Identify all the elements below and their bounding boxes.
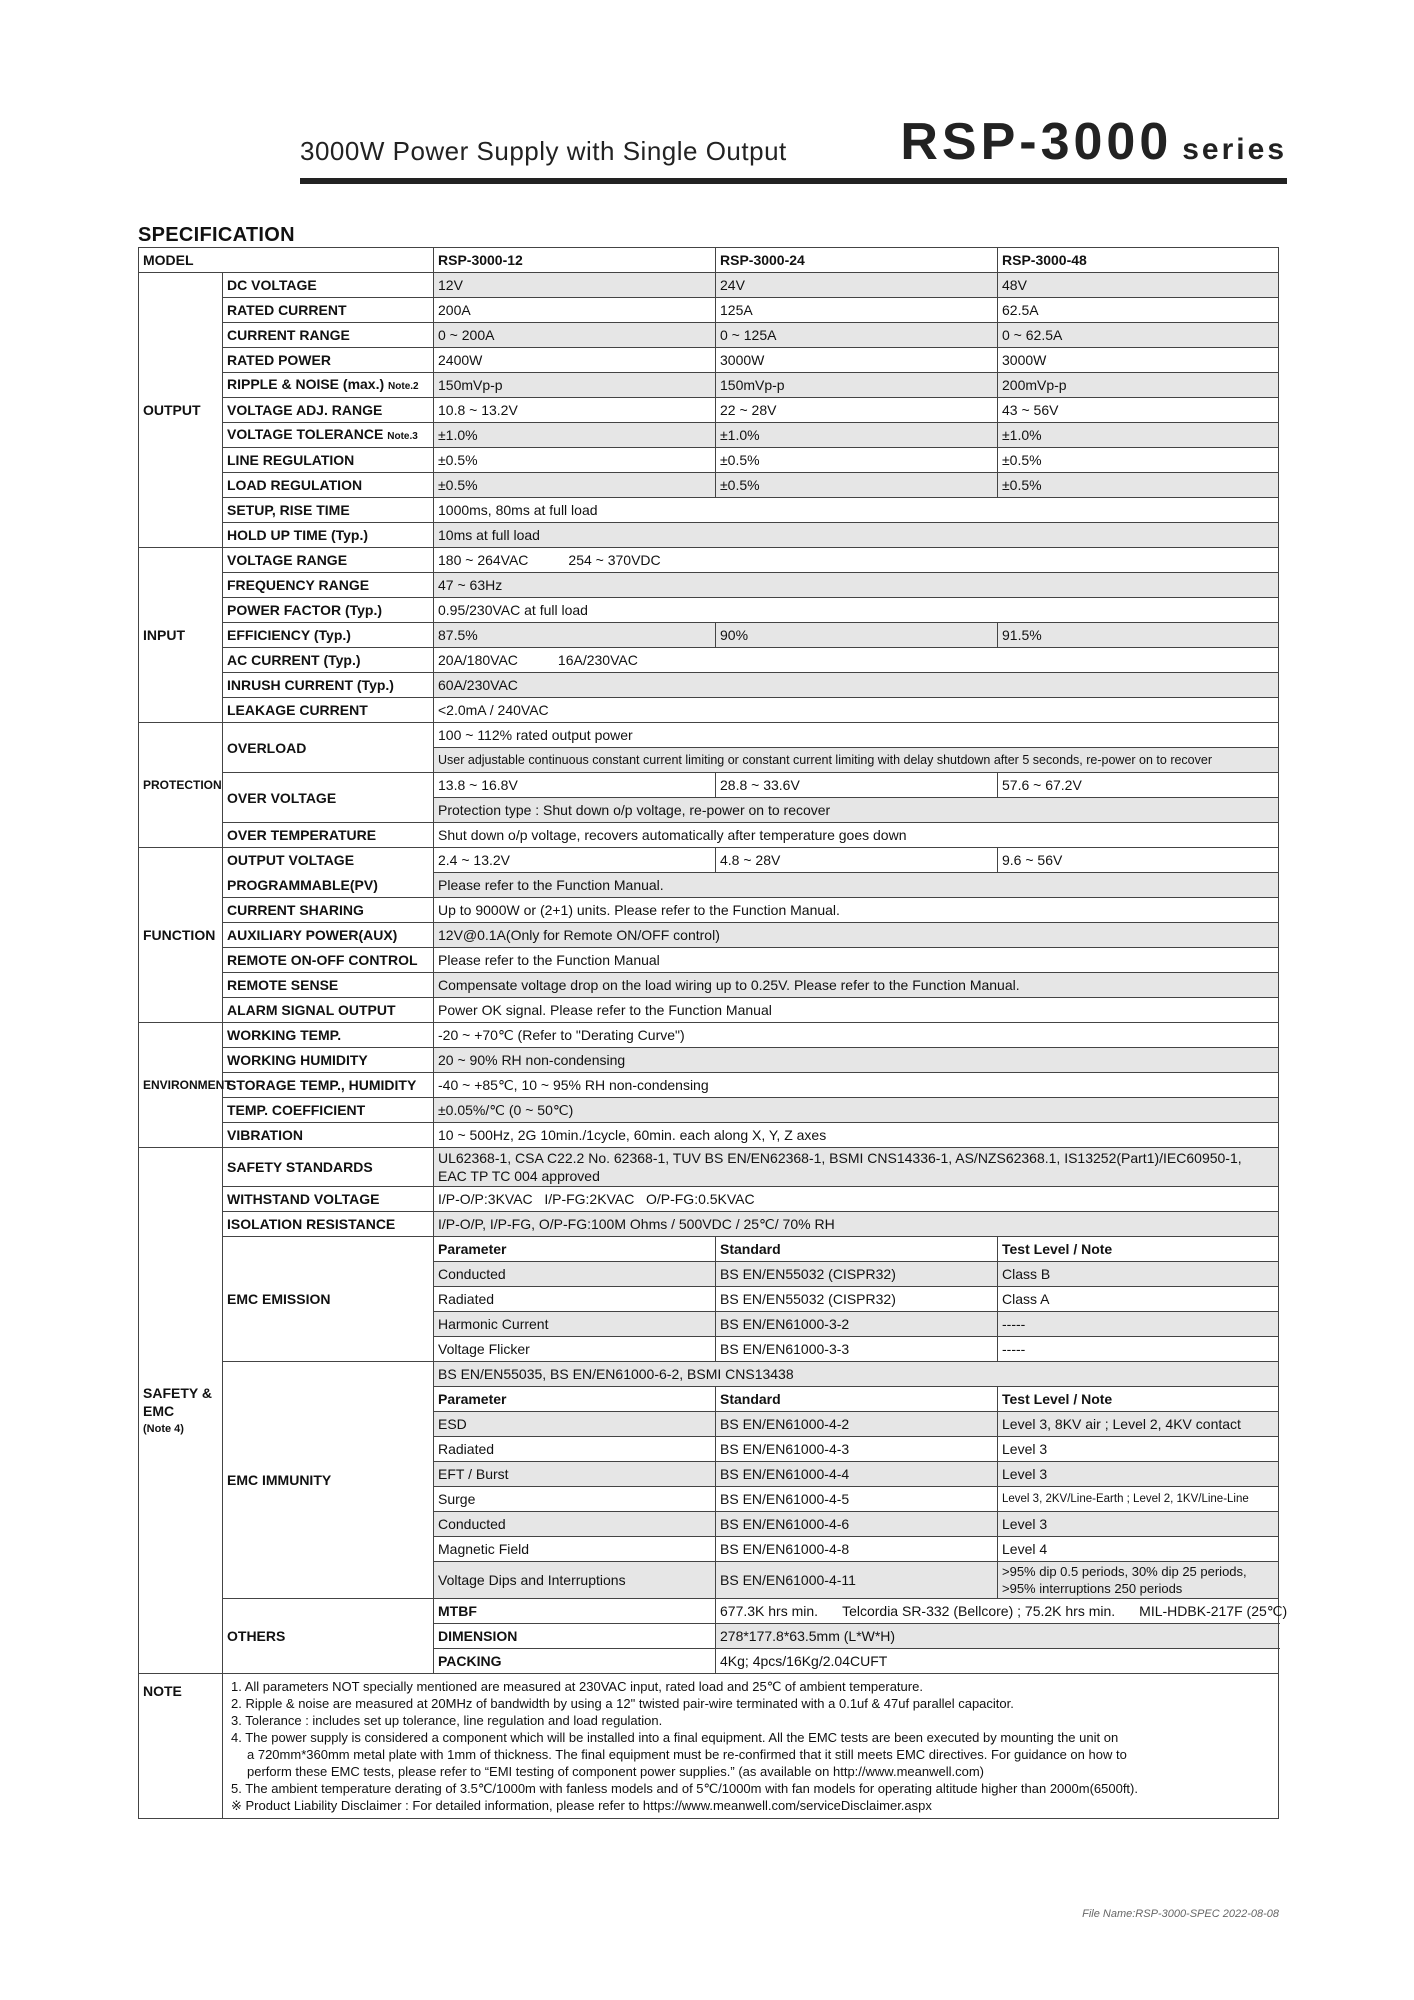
table-row <box>139 448 1279 473</box>
table-row <box>139 948 1279 973</box>
cell: Please refer to the Function Manual <box>434 948 1279 973</box>
col-header: Test Level / Note <box>998 1387 1279 1412</box>
cell: ----- <box>998 1312 1279 1337</box>
model-name: RSP-3000 <box>900 113 1173 171</box>
table-row <box>139 323 1279 348</box>
row-label: SAFETY STANDARDS <box>223 1148 434 1187</box>
cell: BS EN/EN61000-4-5 <box>716 1487 998 1512</box>
note-line: a 720mm*360mm metal plate with 1mm of thickness. The final equipment must be re-confirmed that it still meets EMC directives. For guidance on how to <box>247 1747 1127 1762</box>
cell: Level 3 <box>998 1437 1279 1462</box>
model-cell: RSP-3000-12 <box>434 248 716 273</box>
table-row <box>139 548 1279 573</box>
cell <box>434 1148 1279 1187</box>
cell: 47 ~ 63Hz <box>434 573 1279 598</box>
ac-current-180: 20A/180VAC <box>438 652 518 668</box>
row-label-text: RIPPLE & NOISE (max.) <box>227 375 385 392</box>
table-row <box>139 648 1279 673</box>
group-input: INPUT <box>139 548 223 723</box>
cell: 57.6 ~ 67.2V <box>998 773 1279 798</box>
cell: 3000W <box>716 348 998 373</box>
group-safety-emc <box>139 1148 223 1674</box>
cell: 125A <box>716 298 998 323</box>
table-row <box>139 848 1279 873</box>
cell: Surge <box>434 1487 716 1512</box>
table-row <box>139 298 1279 323</box>
note-block <box>223 1674 1279 1819</box>
note-line: 2. Ripple & noise are measured at 20MHz of bandwidth by using a 12" twisted pair-wire terminated with a 0.1uf & 47uf parallel capacitor. <box>231 1696 1014 1711</box>
dc-range: 254 ~ 370VDC <box>568 552 661 568</box>
cell: 9.6 ~ 56V <box>998 848 1279 873</box>
row-label <box>223 373 434 398</box>
document-subtitle: 3000W Power Supply with Single Output <box>300 136 787 166</box>
row-label: PACKING <box>434 1649 716 1674</box>
row-label: ALARM SIGNAL OUTPUT <box>223 998 434 1023</box>
row-label: WITHSTAND VOLTAGE <box>223 1187 434 1212</box>
cell: ±0.5% <box>716 448 998 473</box>
table-row <box>139 1212 1279 1237</box>
table-row <box>139 273 1279 298</box>
cell: 0 ~ 62.5A <box>998 323 1279 348</box>
cell: Compensate voltage drop on the load wiring up to 0.25V. Please refer to the Function Manual. <box>434 973 1279 998</box>
header-rule <box>300 178 1287 184</box>
table-row <box>139 823 1279 848</box>
row-label: LOAD REGULATION <box>223 473 434 498</box>
cell: Level 3 <box>998 1462 1279 1487</box>
cell: ±0.5% <box>998 473 1279 498</box>
note-ref: Note.3 <box>387 430 418 442</box>
table-row <box>139 973 1279 998</box>
table-row-note <box>139 1674 1279 1819</box>
cell: -40 ~ +85℃, 10 ~ 95% RH non-condensing <box>434 1073 1279 1098</box>
series-label: series <box>1182 133 1287 166</box>
cell: Conducted <box>434 1262 716 1287</box>
cell: 12V <box>434 273 716 298</box>
cell: 43 ~ 56V <box>998 398 1279 423</box>
mtbf-mil: MIL-HDBK-217F (25℃) <box>1139 1603 1288 1619</box>
cell: 4Kg; 4pcs/16Kg/2.04CUFT <box>716 1649 1279 1674</box>
table-row <box>139 498 1279 523</box>
cell: 10ms at full load <box>434 523 1279 548</box>
col-header: Standard <box>716 1387 998 1412</box>
table-row <box>139 1237 1279 1262</box>
row-label: FREQUENCY RANGE <box>223 573 434 598</box>
row-label: VOLTAGE RANGE <box>223 548 434 573</box>
cell: EFT / Burst <box>434 1462 716 1487</box>
table-row <box>139 1048 1279 1073</box>
ac-current-230: 16A/230VAC <box>557 652 638 668</box>
table-row-model <box>139 248 1279 273</box>
cell: Voltage Flicker <box>434 1337 716 1362</box>
row-label: SETUP, RISE TIME <box>223 498 434 523</box>
row-label: VIBRATION <box>223 1123 434 1148</box>
cell: Power OK signal. Please refer to the Function Manual <box>434 998 1279 1023</box>
cell: BS EN/EN61000-3-3 <box>716 1337 998 1362</box>
row-label: ISOLATION RESISTANCE <box>223 1212 434 1237</box>
cell <box>998 1562 1279 1599</box>
cell: ±0.5% <box>434 448 716 473</box>
table-row <box>139 423 1279 448</box>
dips-note-line1: >95% dip 0.5 periods, 30% dip 25 periods, <box>1002 1564 1247 1579</box>
cell: BS EN/EN61000-4-8 <box>716 1537 998 1562</box>
row-label: REMOTE ON-OFF CONTROL <box>223 948 434 973</box>
cell: Protection type : Shut down o/p voltage, re-power on to recover <box>434 798 1279 823</box>
cell: ±0.05%/℃ (0 ~ 50℃) <box>434 1098 1279 1123</box>
cell: 150mVp-p <box>434 373 716 398</box>
mtbf-telcordia: Telcordia SR-332 (Bellcore) ; 75.2K hrs min. <box>842 1603 1116 1619</box>
cell: 10.8 ~ 13.2V <box>434 398 716 423</box>
cell: Level 3 <box>998 1512 1279 1537</box>
safety-standards-line2: EAC TP TC 004 approved <box>438 1168 600 1184</box>
cell: 2.4 ~ 13.2V <box>434 848 716 873</box>
cell: Harmonic Current <box>434 1312 716 1337</box>
cell: 20 ~ 90% RH non-condensing <box>434 1048 1279 1073</box>
file-name: File Name:RSP-3000-SPEC 2022-08-08 <box>1082 1908 1279 1920</box>
cell: 200A <box>434 298 716 323</box>
group-others: OTHERS <box>223 1599 434 1674</box>
cell: ±1.0% <box>716 423 998 448</box>
row-label: DIMENSION <box>434 1624 716 1649</box>
col-header: Parameter <box>434 1237 716 1262</box>
table-row <box>139 1599 1279 1624</box>
group-note: NOTE <box>139 1674 223 1819</box>
cell: 150mVp-p <box>716 373 998 398</box>
cell: 100 ~ 112% rated output power <box>434 723 1279 748</box>
cell: 28.8 ~ 33.6V <box>716 773 998 798</box>
row-label: EMC IMMUNITY <box>223 1362 434 1599</box>
note-line: 5. The ambient temperature derating of 3.5℃/1000m with fanless models and of 5℃/1000m with fan models for operating altitude higher than 2000m(6500ft). <box>231 1781 1138 1796</box>
row-label: LEAKAGE CURRENT <box>223 698 434 723</box>
cell: 12V@0.1A(Only for Remote ON/OFF control) <box>434 923 1279 948</box>
note-ref: Note.2 <box>388 380 419 392</box>
group-safety-note: (Note 4) <box>143 1422 184 1435</box>
cell: 0 ~ 200A <box>434 323 716 348</box>
group-safety-line2: EMC <box>143 1402 175 1419</box>
table-row <box>139 373 1279 398</box>
cell: Shut down o/p voltage, recovers automatically after temperature goes down <box>434 823 1279 848</box>
table-row <box>139 1073 1279 1098</box>
cell: 0.95/230VAC at full load <box>434 598 1279 623</box>
row-label: RATED CURRENT <box>223 298 434 323</box>
cell: Conducted <box>434 1512 716 1537</box>
cell <box>716 1599 1288 1624</box>
col-header: Parameter <box>434 1387 716 1412</box>
cell: 90% <box>716 623 998 648</box>
row-label: CURRENT RANGE <box>223 323 434 348</box>
table-row <box>139 523 1279 548</box>
cell: Class B <box>998 1262 1279 1287</box>
row-label: EFFICIENCY (Typ.) <box>223 623 434 648</box>
col-header: Standard <box>716 1237 998 1262</box>
model-cell: RSP-3000-48 <box>998 248 1279 273</box>
row-label: OUTPUT VOLTAGE <box>223 848 434 873</box>
cell: BS EN/EN55035, BS EN/EN61000-6-2, BSMI CNS13438 <box>434 1362 1279 1387</box>
table-row <box>139 1362 1279 1387</box>
row-label: STORAGE TEMP., HUMIDITY <box>223 1073 434 1098</box>
group-output: OUTPUT <box>139 273 223 548</box>
cell: ----- <box>998 1337 1279 1362</box>
row-label: WORKING TEMP. <box>223 1023 434 1048</box>
cell: ±0.5% <box>998 448 1279 473</box>
mtbf-value: 677.3K hrs min. <box>720 1603 819 1619</box>
table-row <box>139 473 1279 498</box>
cell: 48V <box>998 273 1279 298</box>
cell: Level 4 <box>998 1537 1279 1562</box>
cell: BS EN/EN61000-4-6 <box>716 1512 998 1537</box>
row-label: CURRENT SHARING <box>223 898 434 923</box>
cell: ±1.0% <box>434 423 716 448</box>
cell: 62.5A <box>998 298 1279 323</box>
cell: ESD <box>434 1412 716 1437</box>
cell: 0 ~ 125A <box>716 323 998 348</box>
row-label: AC CURRENT (Typ.) <box>223 648 434 673</box>
cell: 10 ~ 500Hz, 2G 10min./1cycle, 60min. each along X, Y, Z axes <box>434 1123 1279 1148</box>
table-row <box>139 1148 1279 1187</box>
cell: Class A <box>998 1287 1279 1312</box>
group-safety-line1: SAFETY & <box>143 1384 212 1401</box>
cell: ±1.0% <box>998 423 1279 448</box>
cell: BS EN/EN61000-3-2 <box>716 1312 998 1337</box>
cell <box>434 548 1279 573</box>
row-label: OVER TEMPERATURE <box>223 823 434 848</box>
table-row <box>139 1123 1279 1148</box>
row-label: POWER FACTOR (Typ.) <box>223 598 434 623</box>
dips-note-line2: >95% interruptions 250 periods <box>1002 1581 1183 1596</box>
row-label <box>223 423 434 448</box>
cell: 4.8 ~ 28V <box>716 848 998 873</box>
table-row <box>139 1187 1279 1212</box>
cell: 60A/230VAC <box>434 673 1279 698</box>
cell: 3000W <box>998 348 1279 373</box>
table-row <box>139 1023 1279 1048</box>
note-line: perform these EMC tests, please refer to “EMI testing of component power supplies.” (as available on http://www.meanwell.com) <box>247 1764 984 1779</box>
row-label-text: VOLTAGE TOLERANCE <box>227 425 384 442</box>
note-line: 4. The power supply is considered a component which will be installed into a final equipment. All the EMC tests are been executed by mounting the unit on <box>231 1730 1119 1745</box>
table-row <box>139 998 1279 1023</box>
note-line: ※ Product Liability Disclaimer : For detailed information, please refer to https://www.meanwell.com/serviceDisclaimer.aspx <box>231 1798 932 1813</box>
row-label: HOLD UP TIME (Typ.) <box>223 523 434 548</box>
table-row <box>139 398 1279 423</box>
table-row <box>139 348 1279 373</box>
table-row <box>139 723 1279 748</box>
cell: Up to 9000W or (2+1) units. Please refer to the Function Manual. <box>434 898 1279 923</box>
spec-title: SPECIFICATION <box>138 224 295 246</box>
row-label: MTBF <box>434 1599 716 1624</box>
cell: 87.5% <box>434 623 716 648</box>
safety-standards-line1: UL62368-1, CSA C22.2 No. 62368-1, TUV BS EN/EN62368-1, BSMI CNS14336-1, AS/NZS62368.1, IS13252(Part1)/IEC60950-1, <box>438 1150 1242 1166</box>
cell: 22 ~ 28V <box>716 398 998 423</box>
table-row <box>139 873 1279 898</box>
cell: -20 ~ +70℃ (Refer to "Derating Curve") <box>434 1023 1279 1048</box>
table-row <box>139 623 1279 648</box>
cell: BS EN/EN55032 (CISPR32) <box>716 1287 998 1312</box>
document-title <box>900 112 1287 172</box>
ac-range: 180 ~ 264VAC <box>438 552 529 568</box>
table-row <box>139 573 1279 598</box>
row-label: OVER VOLTAGE <box>223 773 434 823</box>
cell: I/P-O/P:3KVAC I/P-FG:2KVAC O/P-FG:0.5KVAC <box>434 1187 1279 1212</box>
model-label: MODEL <box>139 248 434 273</box>
cell: 91.5% <box>998 623 1279 648</box>
note-line: 1. All parameters NOT specially mentioned are measured at 230VAC input, rated load and 25℃ of ambient temperature. <box>231 1679 923 1694</box>
table-row <box>139 773 1279 798</box>
group-function: FUNCTION <box>139 848 223 1023</box>
row-label: TEMP. COEFFICIENT <box>223 1098 434 1123</box>
group-environment: ENVIRONMENT <box>139 1023 223 1148</box>
row-label: EMC EMISSION <box>223 1237 434 1362</box>
cell: Radiated <box>434 1437 716 1462</box>
cell: BS EN/EN61000-4-2 <box>716 1412 998 1437</box>
cell: Magnetic Field <box>434 1537 716 1562</box>
table-row <box>139 1098 1279 1123</box>
col-header: Test Level / Note <box>998 1237 1279 1262</box>
cell: <2.0mA / 240VAC <box>434 698 1279 723</box>
row-label: AUXILIARY POWER(AUX) <box>223 923 434 948</box>
cell: BS EN/EN61000-4-4 <box>716 1462 998 1487</box>
row-label: RATED POWER <box>223 348 434 373</box>
note-line: 3. Tolerance : includes set up tolerance, line regulation and load regulation. <box>231 1713 663 1728</box>
cell: ±0.5% <box>434 473 716 498</box>
cell <box>434 648 1279 673</box>
row-label: VOLTAGE ADJ. RANGE <box>223 398 434 423</box>
cell: Please refer to the Function Manual. <box>434 873 1279 898</box>
row-label: INRUSH CURRENT (Typ.) <box>223 673 434 698</box>
cell: User adjustable continuous constant current limiting or constant current limiting with delay shutdown after 5 seconds, re-power on to recover <box>434 748 1279 773</box>
group-protection: PROTECTION <box>139 723 223 848</box>
cell: 2400W <box>434 348 716 373</box>
table-row <box>139 898 1279 923</box>
row-label: DC VOLTAGE <box>223 273 434 298</box>
row-label: WORKING HUMIDITY <box>223 1048 434 1073</box>
cell: ±0.5% <box>716 473 998 498</box>
table-row <box>139 698 1279 723</box>
model-cell: RSP-3000-24 <box>716 248 998 273</box>
cell: 13.8 ~ 16.8V <box>434 773 716 798</box>
spec-table <box>138 247 1288 1819</box>
row-label: REMOTE SENSE <box>223 973 434 998</box>
table-row <box>139 598 1279 623</box>
cell: BS EN/EN61000-4-11 <box>716 1562 998 1599</box>
cell: Voltage Dips and Interruptions <box>434 1562 716 1599</box>
row-label: PROGRAMMABLE(PV) <box>223 873 434 898</box>
cell: 24V <box>716 273 998 298</box>
cell: Level 3, 2KV/Line-Earth ; Level 2, 1KV/Line-Line <box>998 1487 1279 1512</box>
row-label: OVERLOAD <box>223 723 434 773</box>
cell: BS EN/EN55032 (CISPR32) <box>716 1262 998 1287</box>
table-row <box>139 923 1279 948</box>
cell: 278*177.8*63.5mm (L*W*H) <box>716 1624 1279 1649</box>
cell: Level 3, 8KV air ; Level 2, 4KV contact <box>998 1412 1279 1437</box>
cell: Radiated <box>434 1287 716 1312</box>
table-row <box>139 673 1279 698</box>
cell: 1000ms, 80ms at full load <box>434 498 1279 523</box>
cell: BS EN/EN61000-4-3 <box>716 1437 998 1462</box>
row-label: LINE REGULATION <box>223 448 434 473</box>
cell: I/P-O/P, I/P-FG, O/P-FG:100M Ohms / 500VDC / 25℃/ 70% RH <box>434 1212 1279 1237</box>
cell: 200mVp-p <box>998 373 1279 398</box>
